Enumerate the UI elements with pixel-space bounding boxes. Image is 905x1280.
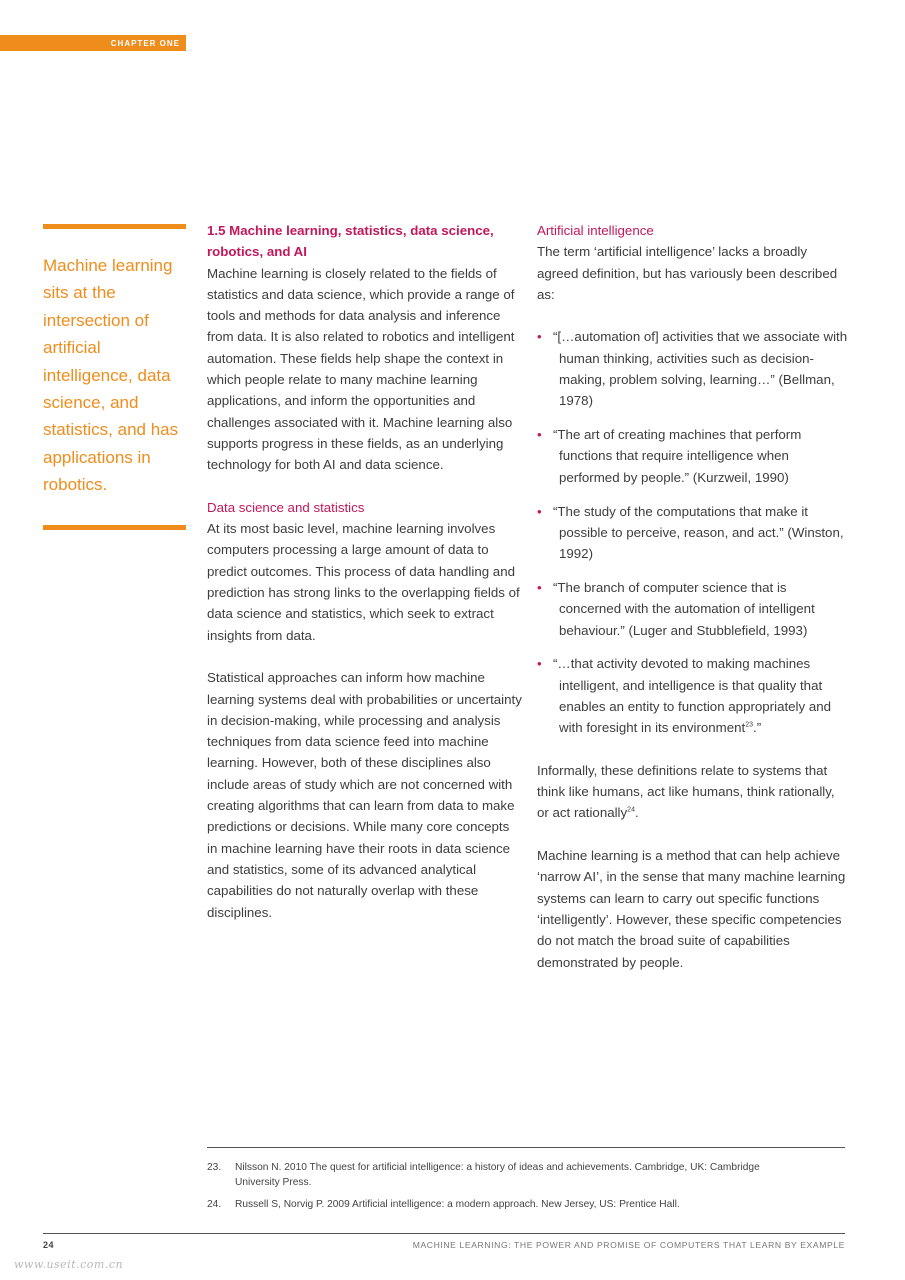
pull-quote-bottom-rule: [43, 525, 186, 530]
definition-list: [537, 326, 849, 738]
footnote-item: [207, 1198, 807, 1213]
pull-quote: Machine learning sits at the intersection of artificial intelligence, data science, and statistics, and has applications in robotics.: [43, 256, 179, 495]
intro-paragraph: Machine learning is closely related to the fields of statistics and data science, which provide a range of tools and methods for data analysis and inference from data. It is also related to robotics and intelligent automation. These fields help shape the context in which people relate to many machine learning applications, and inform the opportunities and challenges associated with it. Machine learning also supports progress in these fields, as an underlying technology for both AI and data science.: [207, 265, 515, 473]
section-heading: 1.5 Machine learning, statistics, data science, robotics, and AI: [207, 223, 494, 260]
definition-text-tail: .”: [753, 720, 762, 736]
bullet-icon: •: [537, 329, 542, 345]
informal-tail: .: [634, 805, 639, 821]
bullet-icon: •: [537, 503, 542, 519]
footnote-text: Nilsson N. 2010 The quest for artificial intelligence: a history of ideas and achievements. Cambridge, UK: Cambridge University Press.: [235, 1162, 760, 1188]
definition-item: [537, 424, 849, 488]
footnote-ref: 23: [745, 721, 754, 729]
definition-item: [537, 577, 849, 641]
watermark: www.useit.com.cn: [14, 1258, 124, 1271]
page-number: 24: [43, 1240, 55, 1250]
closing-paragraph: Machine learning is a method that can help achieve ‘narrow AI’, in the sense that many machine learning systems can learn to carry out specific functions ‘intelligently’. However, these specific competencies do not match the broad suite of capabilities demonstrated by people.: [537, 848, 846, 970]
footnote-item: [207, 1161, 807, 1190]
running-title: MACHINE LEARNING: THE POWER AND PROMISE OF COMPUTERS THAT LEARN BY EXAMPLE: [412, 1240, 845, 1250]
bullet-icon: •: [537, 579, 542, 595]
ai-intro-paragraph: The term ‘artificial intelligence’ lacks a broadly agreed definition, but has variously been described as:: [537, 244, 838, 302]
footnote-text: Russell S, Norvig P. 2009 Artificial intelligence: a modern approach. New Jersey, US: Prentice Hall.: [235, 1199, 680, 1210]
footnote-number: 23.: [207, 1162, 222, 1173]
body-paragraph: Statistical approaches can inform how machine learning systems deal with probabilities or uncertainty in decision-making, while processing and analysis techniques from data science feed into machine learning. However, both of these disciplines also include areas of study which are not concerned with creating algorithms that can learn from data to make predictions or decisions. While many core concepts in machine learning have their roots in data science and statistics, some of its advanced analytical capabilities do not naturally overlap with these disciplines.: [207, 670, 522, 920]
right-column: [537, 220, 849, 994]
ai-subheading: Artificial intelligence: [537, 223, 654, 238]
definition-item: [537, 501, 849, 565]
pull-quote-top-rule: [43, 224, 186, 229]
definition-text: [553, 653, 849, 738]
definition-item: [537, 326, 849, 411]
informal-text: Informally, these definitions relate to systems that think like humans, act like humans, think rationally, or act rationally: [537, 762, 835, 821]
footnote-rule: [207, 1147, 845, 1148]
footnote-number: 24.: [207, 1199, 222, 1210]
definition-text: “The branch of computer science that is concerned with the automation of intelligent behaviour.” (Luger and Stubblefield, 1993): [553, 579, 815, 638]
footer-rule: [43, 1233, 845, 1234]
definition-text: “The study of the computations that make it possible to perceive, reason, and act.” (Winston, 1992): [553, 503, 844, 562]
left-column: [207, 220, 522, 944]
bullet-icon: •: [537, 427, 542, 443]
data-science-subheading: Data science and statistics: [207, 499, 365, 515]
footnotes: [207, 1161, 807, 1221]
informal-paragraph: [537, 760, 849, 824]
definition-item: [537, 653, 849, 738]
definition-text: “The art of creating machines that perform functions that require intelligence when performed by people.” (Kurzweil, 1990): [553, 427, 802, 485]
definition-text-main: “…that activity devoted to making machines intelligent, and intelligence is that quality that enables an entity to function appropriately and with foresight in its environment: [553, 656, 832, 736]
definition-text: “[…automation of] activities that we associate with human thinking, activities such as decision-making, problem solving, learning…” (Bellman, 1978): [553, 329, 848, 409]
footnote-ref: 24: [627, 807, 635, 814]
bullet-icon: •: [537, 656, 542, 672]
body-paragraph: At its most basic level, machine learning involves computers processing a large amount of data to predict outcomes. This process of data handling and prediction has strong links to the overlapping fields of data science and statistics, which seek to extract insights from data.: [207, 521, 520, 643]
chapter-tab: CHAPTER ONE: [0, 35, 186, 51]
